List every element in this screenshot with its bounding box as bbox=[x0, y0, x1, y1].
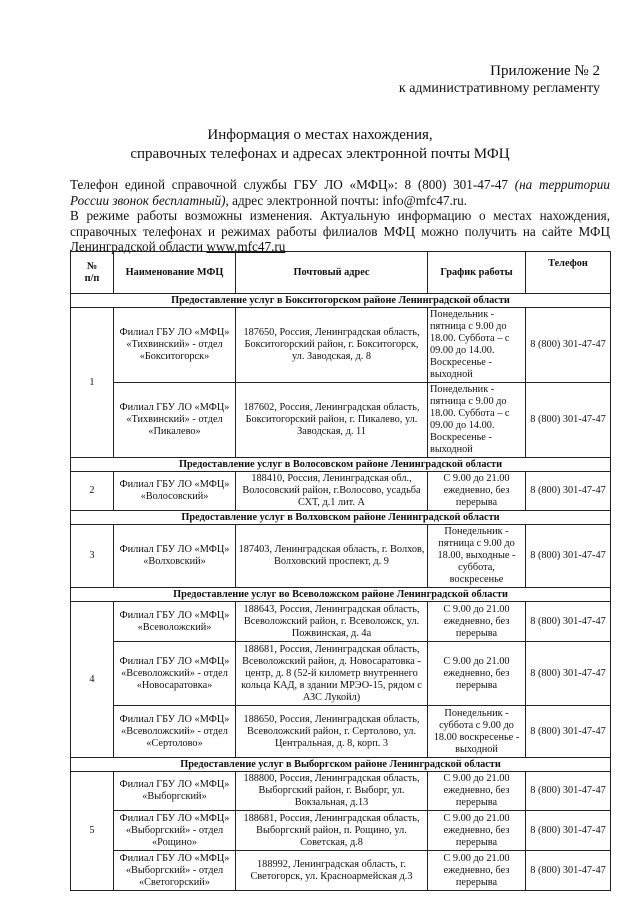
branch-schedule: Понедельник - пятница с 9.00 до 18.00, выходные - суббота, воскресенье bbox=[428, 525, 526, 588]
mfc-table bbox=[70, 251, 611, 891]
branch-name: Филиал ГБУ ЛО «МФЦ» «Волосовский» bbox=[114, 472, 236, 511]
branch-phone: 8 (800) 301-47-47 bbox=[526, 472, 611, 511]
branch-address: 188681, Россия, Ленинградская область, Всеволожский район, д. Новосаратовка - центр, д. 8 (52-й километр внутреннего кольца КАД, в здании МРЭО-15, рядом с АЗС Лукойл) bbox=[236, 642, 428, 706]
header-schedule: График работы bbox=[428, 252, 526, 294]
hotline-text: Телефон единой справочной службы ГБУ ЛО «МФЦ»: 8 (800) 301-47-47 bbox=[70, 177, 515, 192]
header-num: № п/п bbox=[71, 252, 114, 294]
branch-phone: 8 (800) 301-47-47 bbox=[526, 706, 611, 758]
branch-address: 187650, Россия, Ленинградская область, Бокситогорский район, г. Бокситогорск, ул. Заводская, д. 8 bbox=[236, 308, 428, 383]
hotline-paragraph bbox=[70, 177, 610, 208]
table-row bbox=[71, 525, 611, 588]
changes-text: В режиме работы возможны изменения. Актуальную информацию о местах нахождения, справочных телефонах и режимах работы филиалов МФЦ можно получить на сайте МФЦ Ленинградской области bbox=[70, 208, 610, 254]
branch-phone: 8 (800) 301-47-47 bbox=[526, 851, 611, 891]
page-title bbox=[0, 126, 640, 164]
branch-schedule: С 9.00 до 21.00 ежедневно, без перерыва bbox=[428, 472, 526, 511]
branch-address: 187403, Ленинградская область, г. Волхов, Волховский проспект, д. 9 bbox=[236, 525, 428, 588]
branch-name: Филиал ГБУ ЛО «МФЦ» «Всеволожский» - отдел «Новосаратовка» bbox=[114, 642, 236, 706]
branch-address: 188643, Россия, Ленинградская область, Всеволожский район, г. Всеволожск, ул. Пожвинская, д. 4а bbox=[236, 602, 428, 642]
branch-address: 188681, Россия, Ленинградская область, Выборгский район, п. Рощино, ул. Советская, д.8 bbox=[236, 811, 428, 851]
branch-name: Филиал ГБУ ЛО «МФЦ» «Выборгский» bbox=[114, 772, 236, 811]
row-number: 2 bbox=[71, 472, 114, 511]
appendix-header bbox=[399, 62, 600, 97]
region-title: Предоставление услуг во Всеволожском районе Ленинградской области bbox=[71, 588, 611, 602]
region-row bbox=[71, 294, 611, 308]
title-line-2: справочных телефонах и адресах электронной почты МФЦ bbox=[130, 146, 510, 162]
header-name: Наименование МФЦ bbox=[114, 252, 236, 294]
row-number: 1 bbox=[71, 308, 114, 458]
region-title: Предоставление услуг в Выборгском районе Ленинградской области bbox=[71, 758, 611, 772]
row-number: 5 bbox=[71, 772, 114, 891]
branch-name: Филиал ГБУ ЛО «МФЦ» «Выборгский» - отдел «Светогорский» bbox=[114, 851, 236, 891]
table-row bbox=[71, 472, 611, 511]
branch-name: Филиал ГБУ ЛО «МФЦ» «Всеволожский» bbox=[114, 602, 236, 642]
branch-address: 188410, Россия, Ленинградская обл., Волосовский район, г.Волосово, усадьба СХТ, д.1 лит. А bbox=[236, 472, 428, 511]
branch-address: 187602, Россия, Ленинградская область, Бокситогорский район, г. Пикалево, ул. Заводская, д. 11 bbox=[236, 383, 428, 458]
branch-schedule: Понедельник - пятница с 9.00 до 18.00. Суббота – с 09.00 до 14.00. Воскресенье - выходной bbox=[428, 308, 526, 383]
region-title: Предоставление услуг в Волховском районе Ленинградской области bbox=[71, 511, 611, 525]
branch-schedule: С 9.00 до 21.00 ежедневно, без перерыва bbox=[428, 642, 526, 706]
branch-address: 188800, Россия, Ленинградская область, Выборгский район, г. Выборг, ул. Вокзальная, д.13 bbox=[236, 772, 428, 811]
table-header-row bbox=[71, 252, 611, 294]
changes-paragraph bbox=[70, 208, 610, 255]
table-row bbox=[71, 642, 611, 706]
email-text: , адрес электронной почты: info@mfc47.ru. bbox=[225, 192, 468, 208]
branch-schedule: Понедельник - суббота с 9.00 до 18.00 воскресенье - выходной bbox=[428, 706, 526, 758]
branch-phone: 8 (800) 301-47-47 bbox=[526, 772, 611, 811]
branch-phone: 8 (800) 301-47-47 bbox=[526, 811, 611, 851]
table-row bbox=[71, 308, 611, 383]
region-title: Предоставление услуг в Бокситогорском районе Ленинградской области bbox=[71, 294, 611, 308]
branch-address: 188992, Ленинградская область, г. Светогорск, ул. Красноармейская д.3 bbox=[236, 851, 428, 891]
region-row bbox=[71, 511, 611, 525]
appendix-number: Приложение № 2 bbox=[490, 63, 600, 79]
branch-address: 188650, Россия, Ленинградская область, Всеволожский район, г. Сертолово, ул. Центральная, д. 8, корп. 3 bbox=[236, 706, 428, 758]
region-title: Предоставление услуг в Волосовском районе Ленинградской области bbox=[71, 458, 611, 472]
title-line-1: Информация о местах нахождения, bbox=[207, 127, 433, 143]
row-number: 4 bbox=[71, 602, 114, 758]
table-row bbox=[71, 772, 611, 811]
branch-schedule: Понедельник - пятница с 9.00 до 18.00. Суббота – с 09.00 до 14.00. Воскресенье - выходной bbox=[428, 383, 526, 458]
branch-phone: 8 (800) 301-47-47 bbox=[526, 602, 611, 642]
branch-schedule: С 9.00 до 21.00 ежедневно, без перерыва bbox=[428, 772, 526, 811]
branch-schedule: С 9.00 до 21.00 ежедневно, без перерыва bbox=[428, 851, 526, 891]
site-link[interactable]: www.mfc47.ru bbox=[206, 239, 286, 254]
table-row bbox=[71, 602, 611, 642]
branch-phone: 8 (800) 301-47-47 bbox=[526, 383, 611, 458]
appendix-subtitle: к административному регламенту bbox=[398, 81, 600, 96]
hotline-note: (на территории России звонок бесплатный) bbox=[70, 177, 610, 208]
region-row bbox=[71, 758, 611, 772]
branch-phone: 8 (800) 301-47-47 bbox=[526, 525, 611, 588]
table-row bbox=[71, 383, 611, 458]
branch-phone: 8 (800) 301-47-47 bbox=[526, 308, 611, 383]
branch-schedule: С 9.00 до 21.00 ежедневно, без перерыва bbox=[428, 602, 526, 642]
branch-name: Филиал ГБУ ЛО «МФЦ» «Всеволожский» - отдел «Сертолово» bbox=[114, 706, 236, 758]
branch-name: Филиал ГБУ ЛО «МФЦ» «Тихвинский» - отдел «Бокситогорск» bbox=[114, 308, 236, 383]
branch-phone: 8 (800) 301-47-47 bbox=[526, 642, 611, 706]
region-row bbox=[71, 458, 611, 472]
header-address: Почтовый адрес bbox=[236, 252, 428, 294]
branch-schedule: С 9.00 до 21.00 ежедневно, без перерыва bbox=[428, 811, 526, 851]
row-number: 3 bbox=[71, 525, 114, 588]
intro-text bbox=[70, 177, 610, 255]
branch-name: Филиал ГБУ ЛО «МФЦ» «Выборгский» - отдел «Рощино» bbox=[114, 811, 236, 851]
table-row bbox=[71, 811, 611, 851]
table-row bbox=[71, 706, 611, 758]
branch-name: Филиал ГБУ ЛО «МФЦ» «Волховский» bbox=[114, 525, 236, 588]
header-phone: Телефон bbox=[526, 252, 611, 294]
table-row bbox=[71, 851, 611, 891]
region-row bbox=[71, 588, 611, 602]
branch-name: Филиал ГБУ ЛО «МФЦ» «Тихвинский» - отдел «Пикалево» bbox=[114, 383, 236, 458]
